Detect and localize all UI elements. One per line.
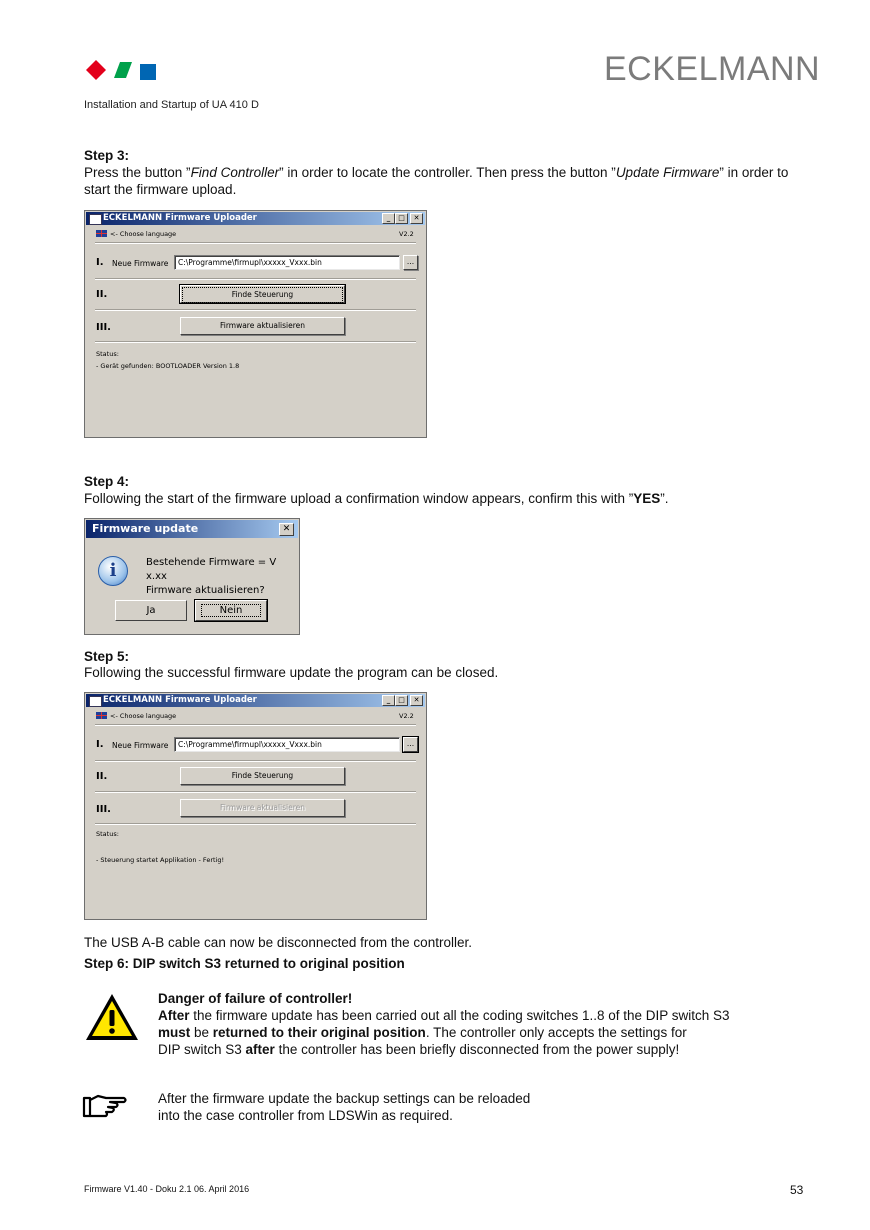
uploader-window-2 — [84, 692, 427, 920]
step-iii-label: III. — [96, 804, 111, 815]
status-text: - Gerät gefunden: BOOTLOADER Version 1.8 — [96, 362, 240, 370]
dialog-line-1: Bestehende Firmware = V x.xx — [146, 557, 277, 582]
uploader-window-1 — [84, 210, 427, 438]
choose-language-label: <- Choose language — [110, 230, 177, 238]
uploader-1-title: ECKELMANN Firmware Uploader — [103, 213, 257, 223]
page-number: 53 — [790, 1183, 804, 1197]
browse-button[interactable]: ... — [403, 255, 418, 270]
step3-text-b: ” in order to locate the controller. Then press the button ” — [279, 165, 616, 180]
danger-after-term-2: after — [245, 1042, 275, 1057]
document-subtitle: Installation and Startup of UA 410 D — [84, 99, 259, 111]
danger-title: Danger of failure of controller! — [158, 991, 353, 1006]
yes-button[interactable]: Ja — [115, 600, 187, 621]
note-line-1: After the firmware update the backup settings can be reloaded — [158, 1091, 531, 1106]
dialog-title: Firmware update — [92, 522, 199, 535]
separator — [95, 242, 416, 244]
danger-line-2-rest: . The controller only accepts the settings for — [425, 1025, 687, 1040]
danger-must-term: must — [158, 1025, 191, 1040]
firmware-path-input[interactable]: C:\Programme\firmupl\xxxxx_Vxxx.bin — [174, 737, 400, 752]
status-label: Status: — [96, 830, 119, 838]
danger-after-term: After — [158, 1008, 190, 1023]
app-icon — [89, 214, 102, 225]
no-button-label: Nein — [201, 604, 262, 617]
firmware-update-dialog — [84, 518, 300, 635]
dialog-close-button[interactable]: ✕ — [279, 523, 294, 536]
version-label: V2.2 — [399, 712, 414, 720]
step5-heading: Step 5: — [84, 649, 130, 664]
pointing-hand-icon — [82, 1092, 128, 1120]
separator — [95, 791, 416, 793]
separator — [95, 341, 416, 343]
separator — [95, 278, 416, 280]
status-label: Status: — [96, 350, 119, 358]
step3-update-term: Update Firmware — [615, 165, 720, 180]
step-i-label: I. — [96, 257, 104, 268]
step-iii-label: III. — [96, 322, 111, 333]
note-block — [158, 1090, 530, 1124]
separator — [95, 823, 416, 825]
step3-text-c: ” in order to start the firmware upload. — [84, 165, 789, 197]
danger-block — [158, 990, 818, 1058]
firmware-path-input[interactable]: C:\Programme\firmupl\xxxxx_Vxxx.bin — [174, 255, 400, 270]
danger-line-3-rest: the controller has been briefly disconnected from the power supply! — [274, 1042, 680, 1057]
browse-button[interactable]: ... — [403, 737, 418, 752]
danger-returned-term: returned to their original position — [212, 1025, 426, 1040]
danger-line-1 — [158, 1007, 818, 1024]
minimize-button[interactable]: _ — [382, 213, 395, 224]
step6-heading: Step 6: DIP switch S3 returned to original position — [84, 956, 405, 971]
dialog-titlebar — [86, 520, 298, 538]
uploader-2-title: ECKELMANN Firmware Uploader — [103, 695, 257, 705]
separator — [95, 724, 416, 726]
dialog-line-2: Firmware aktualisieren? — [146, 585, 265, 596]
footer-version: Firmware V1.40 - Doku 2.1 06. April 2016 — [84, 1184, 250, 1194]
new-firmware-label: Neue Firmware — [112, 741, 169, 750]
find-controller-button[interactable]: Finde Steuerung — [180, 767, 345, 785]
update-firmware-button[interactable]: Firmware aktualisieren — [180, 317, 345, 335]
choose-language-label: <- Choose language — [110, 712, 177, 720]
danger-line-3 — [158, 1041, 818, 1058]
no-button[interactable] — [195, 600, 267, 621]
dialog-message — [146, 556, 299, 598]
step5-text: Following the successful firmware update the program can be closed. — [84, 665, 499, 680]
uploader-1-titlebar — [86, 212, 425, 225]
step3-find-term: Find Controller — [190, 165, 280, 180]
minimize-button[interactable]: _ — [382, 695, 395, 706]
danger-line-2 — [158, 1024, 818, 1041]
update-firmware-button[interactable]: Firmware aktualisieren — [180, 799, 345, 817]
find-controller-label: Finde Steuerung — [182, 287, 343, 303]
brand-name: ECKELMANN — [604, 50, 821, 88]
maximize-button[interactable]: □ — [395, 695, 408, 706]
step4-text-a: Following the start of the firmware upload a confirmation window appears, confirm this with ” — [84, 491, 634, 506]
separator — [95, 760, 416, 762]
version-label: V2.2 — [399, 230, 414, 238]
app-icon — [89, 696, 102, 707]
danger-line-1-rest: the firmware update has been carried out all the coding switches 1..8 of the DIP switch S3 — [189, 1008, 730, 1023]
close-button[interactable]: ✕ — [410, 695, 423, 706]
note-line-2: into the case controller from LDSWin as required. — [158, 1108, 453, 1123]
usb-note: The USB A-B cable can now be disconnected from the controller. — [84, 935, 472, 950]
step-ii-label: II. — [96, 289, 108, 300]
eckelmann-logo-icon — [86, 58, 158, 82]
step4-text — [84, 490, 804, 507]
step-i-label: I. — [96, 739, 104, 750]
uk-flag-icon[interactable] — [96, 230, 107, 237]
separator — [95, 309, 416, 311]
step4-heading: Step 4: — [84, 474, 130, 489]
find-controller-button[interactable] — [180, 285, 345, 303]
danger-line-2-mid: be — [190, 1025, 213, 1040]
close-button[interactable]: ✕ — [410, 213, 423, 224]
uploader-2-titlebar — [86, 694, 425, 707]
step4-text-b: ”. — [660, 491, 669, 506]
step3-text-a: Press the button ” — [84, 165, 191, 180]
maximize-button[interactable]: □ — [395, 213, 408, 224]
step-ii-label: II. — [96, 771, 108, 782]
status-text: - Steuerung startet Applikation - Fertig! — [96, 856, 225, 864]
warning-icon — [84, 992, 140, 1042]
step4-yes-term: YES — [633, 491, 661, 506]
new-firmware-label: Neue Firmware — [112, 259, 169, 268]
uk-flag-icon[interactable] — [96, 712, 107, 719]
danger-line-3-a: DIP switch S3 — [158, 1042, 246, 1057]
step3-heading: Step 3: — [84, 148, 130, 163]
info-icon: i — [98, 556, 128, 586]
step3-text — [84, 164, 804, 198]
